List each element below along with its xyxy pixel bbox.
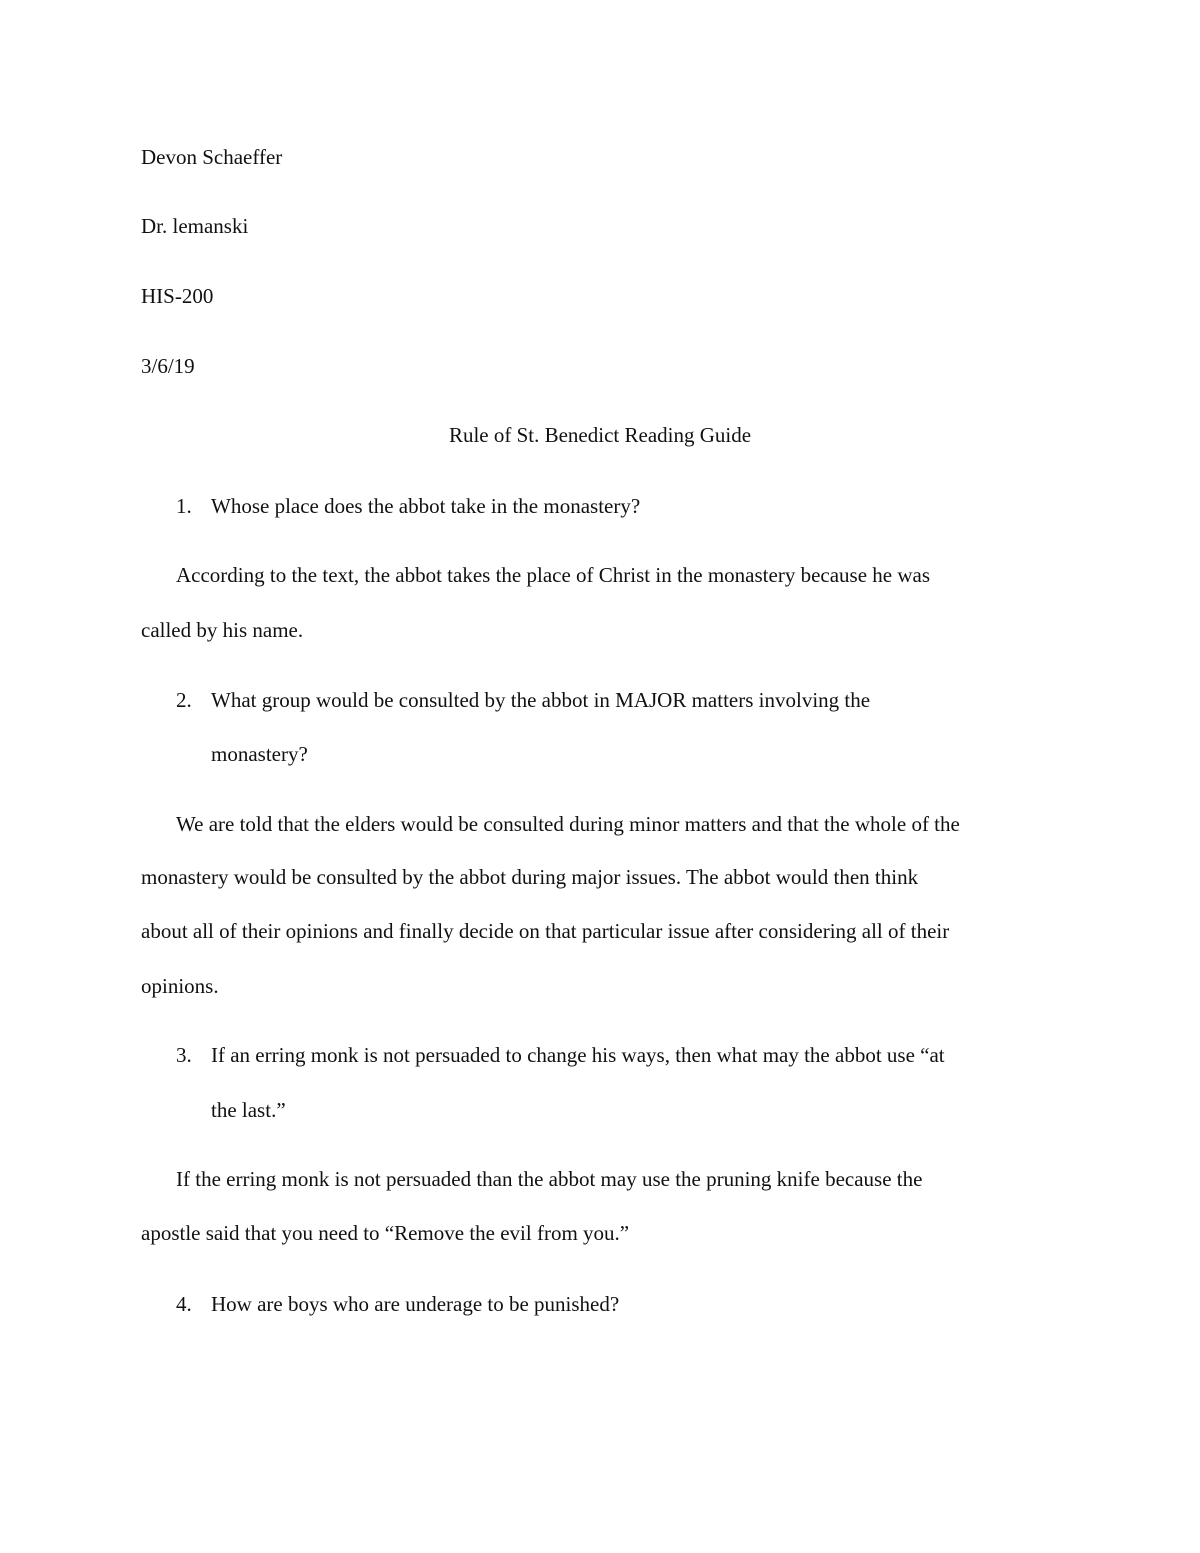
answer-1-line-1: According to the text, the abbot takes the place of Christ in the monastery because he was <box>176 563 931 587</box>
page-title: Rule of St. Benedict Reading Guide <box>448 423 752 447</box>
question-2-number: 2. <box>176 688 192 712</box>
answer-1-line-2: called by his name. <box>141 618 304 642</box>
question-4-number: 4. <box>176 1292 192 1316</box>
answer-2-line-1: We are told that the elders would be consulted during minor matters and that the whole of the <box>176 812 960 836</box>
answer-2-line-4: opinions. <box>141 974 219 998</box>
answer-2-line-3: about all of their opinions and finally decide on that particular issue after considering all of their <box>141 919 950 943</box>
question-1-text: Whose place does the abbot take in the monastery? <box>211 494 641 518</box>
question-3-text-line-1: If an erring monk is not persuaded to change his ways, then what may the abbot use “at <box>211 1043 945 1067</box>
answer-2-line-2: monastery would be consulted by the abbot during major issues. The abbot would then think <box>141 865 919 889</box>
instructor-name: Dr. lemanski <box>141 214 249 238</box>
student-name: Devon Schaeffer <box>141 145 283 169</box>
question-3-text-line-2: the last.” <box>211 1098 286 1122</box>
question-1-number: 1. <box>176 494 192 518</box>
date: 3/6/19 <box>141 354 195 378</box>
question-4-text: How are boys who are underage to be punished? <box>211 1292 620 1316</box>
question-2-text-line-2: monastery? <box>211 742 308 766</box>
course-code: HIS-200 <box>141 284 214 308</box>
answer-3-line-1: If the erring monk is not persuaded than the abbot may use the pruning knife because the <box>176 1167 923 1191</box>
question-3-number: 3. <box>176 1043 192 1067</box>
question-2-text-line-1: What group would be consulted by the abbot in MAJOR matters involving the <box>211 688 871 712</box>
answer-3-line-2: apostle said that you need to “Remove the evil from you.” <box>141 1221 630 1245</box>
